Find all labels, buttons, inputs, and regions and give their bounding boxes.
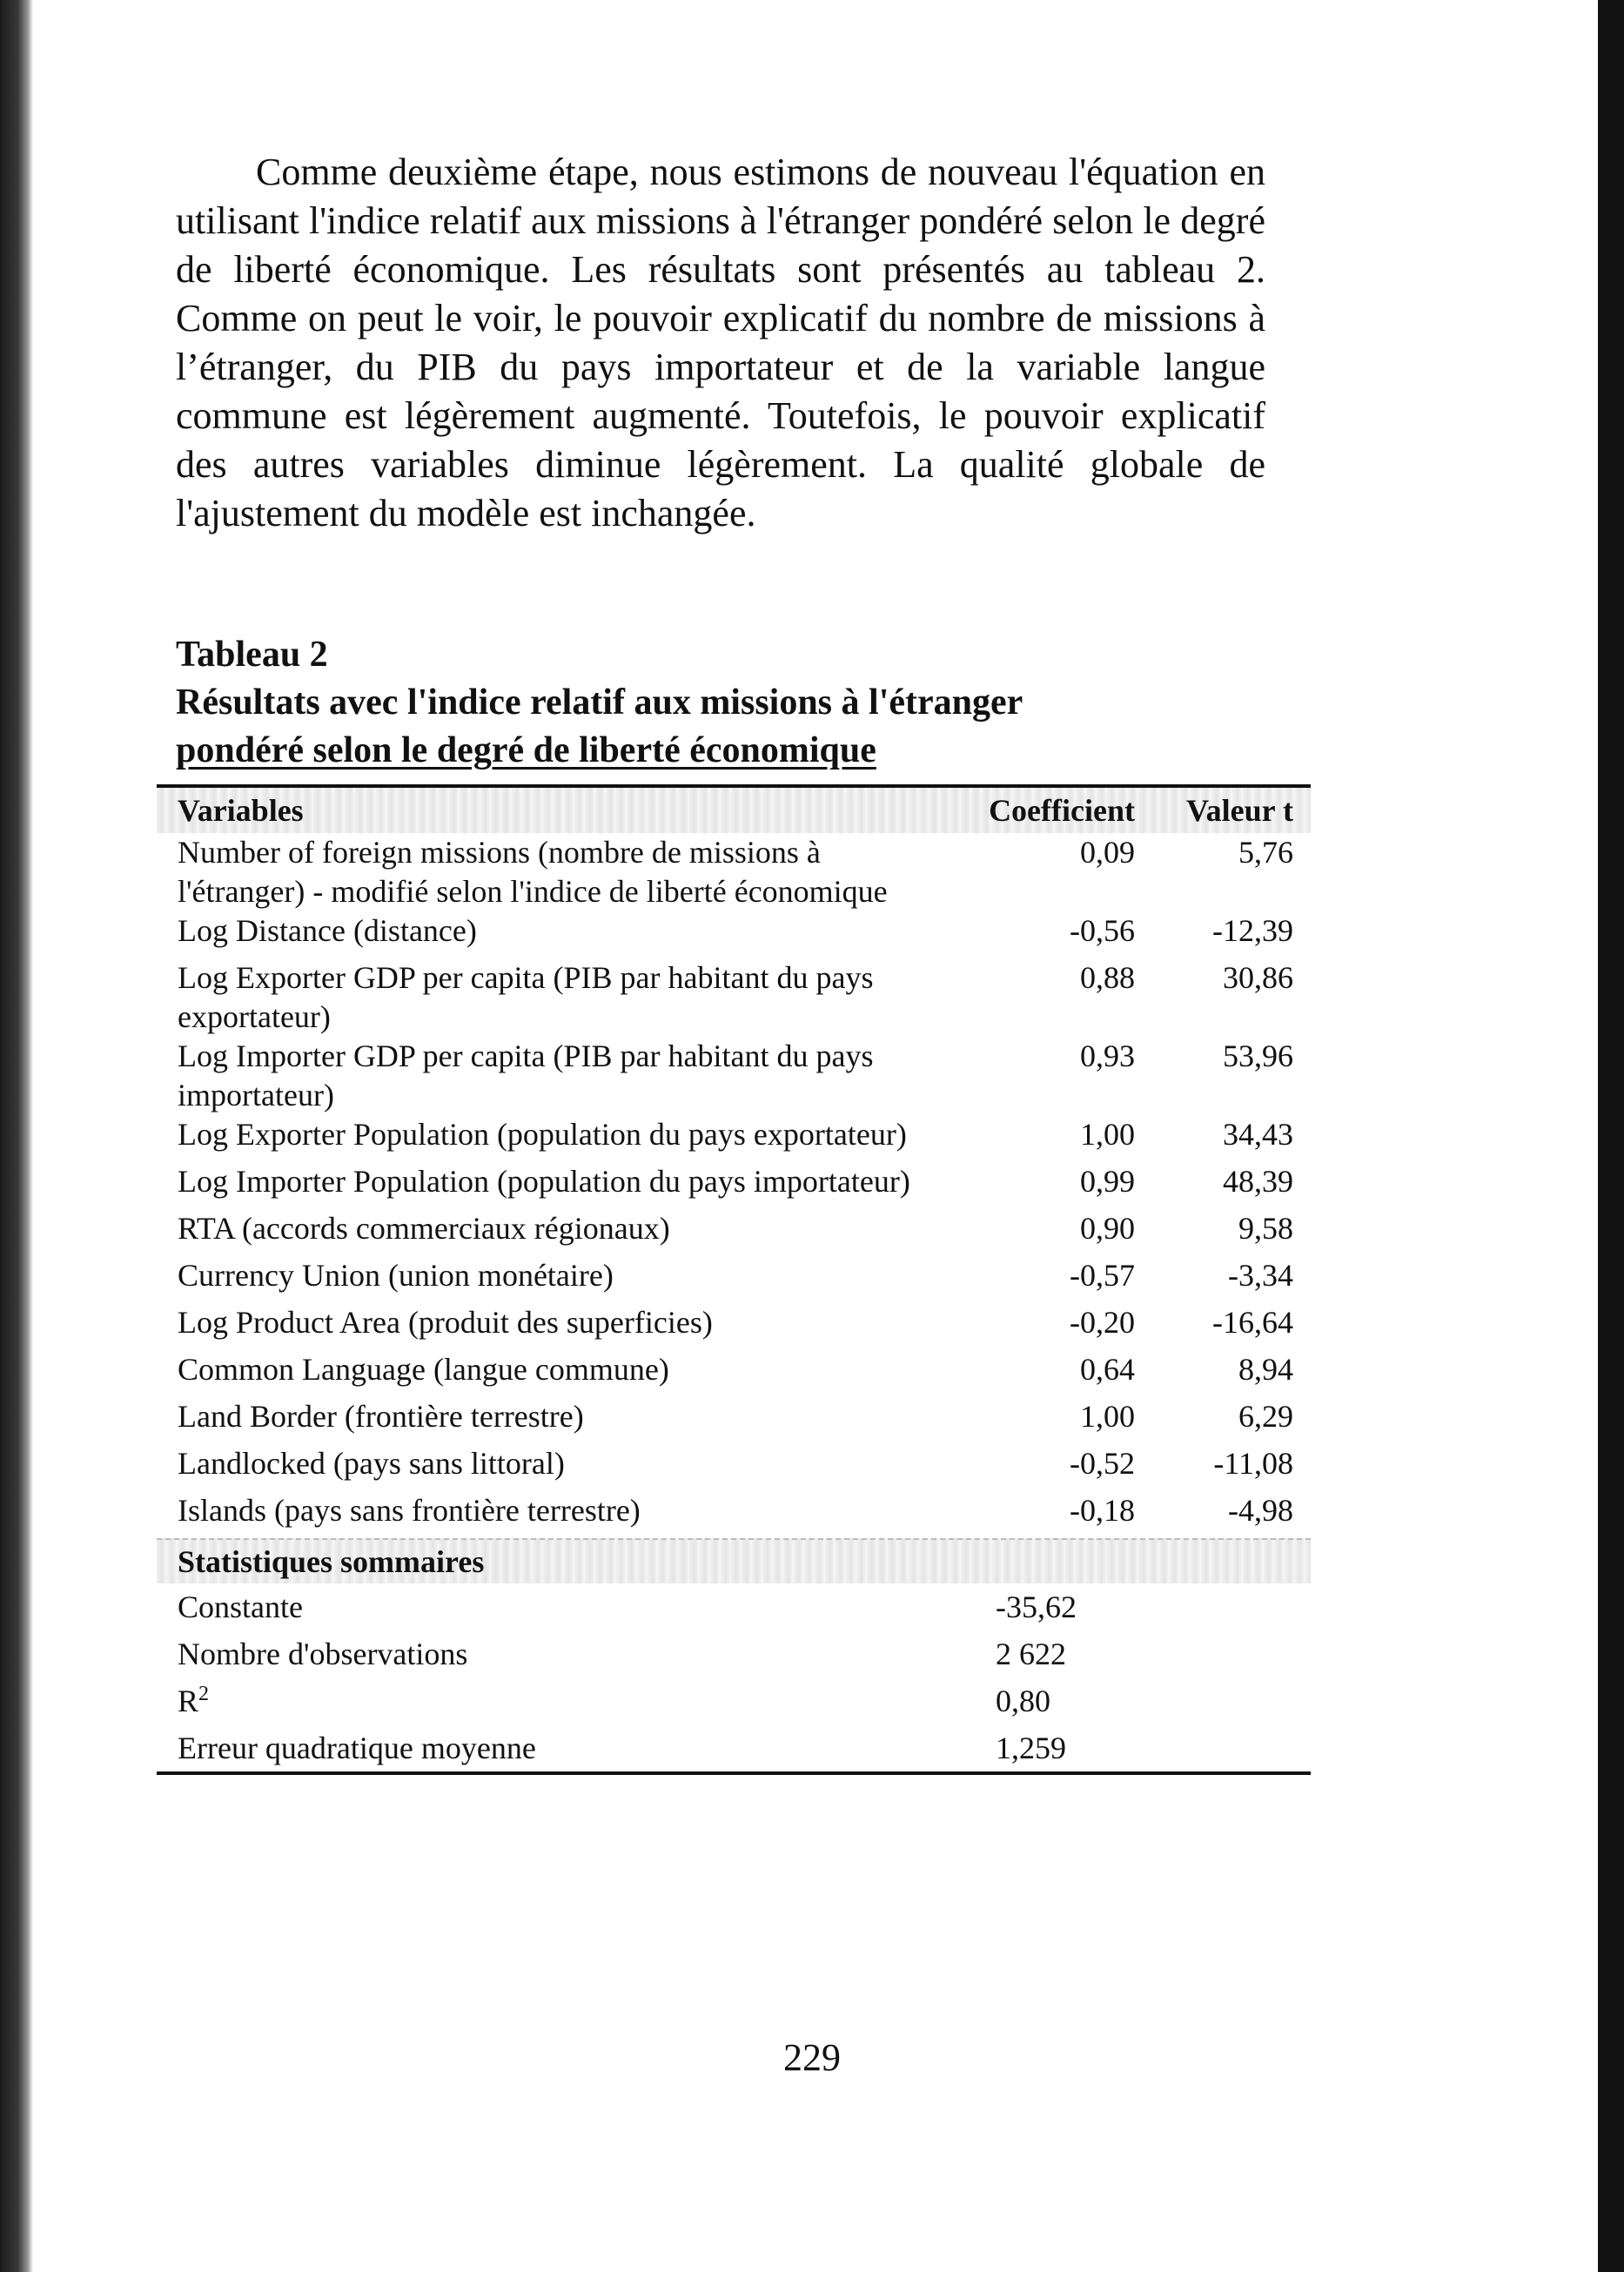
row-variable: Landlocked (pays sans littoral) xyxy=(178,1446,565,1481)
page-number: 229 xyxy=(783,2036,841,2079)
table-row xyxy=(157,1350,1311,1397)
row-t-value: 48,39 xyxy=(1223,1164,1293,1199)
row-t-value: 8,94 xyxy=(1238,1352,1293,1387)
header-coefficient: Coefficient xyxy=(989,793,1135,828)
table-body xyxy=(157,833,1311,1538)
row-coefficient: 0,88 xyxy=(1080,960,1135,995)
row-t-value: 53,96 xyxy=(1223,1039,1293,1073)
summary-label-text: Nombre d'observations xyxy=(178,1637,468,1671)
header-variables: Variables xyxy=(178,793,304,828)
table-row xyxy=(157,833,1311,911)
table-row xyxy=(157,1491,1311,1538)
table-row xyxy=(157,1209,1311,1256)
row-variable: Log Importer Population (population du pays importateur) xyxy=(178,1164,910,1199)
row-variable: Currency Union (union monétaire) xyxy=(178,1258,614,1293)
row-variable: Common Language (langue commune) xyxy=(178,1352,669,1387)
summary-row xyxy=(157,1630,1311,1677)
row-t-value: 9,58 xyxy=(1238,1211,1293,1246)
row-t-value: 34,43 xyxy=(1223,1117,1293,1152)
results-table xyxy=(157,784,1311,1775)
row-coefficient: -0,18 xyxy=(1070,1493,1135,1528)
row-variable: Number of foreign missions (nombre de missions à l'étranger) - modifié selon l'indice de liberté économique xyxy=(178,835,888,909)
row-coefficient: 0,09 xyxy=(1080,835,1135,870)
table-row xyxy=(157,1115,1311,1162)
summary-header-row xyxy=(157,1538,1311,1583)
summary-row xyxy=(157,1677,1311,1724)
summary-value: 1,259 xyxy=(996,1731,1066,1765)
row-t-value: -12,39 xyxy=(1212,913,1293,948)
row-coefficient: 1,00 xyxy=(1080,1399,1135,1434)
table-row xyxy=(157,1397,1311,1444)
table-row xyxy=(157,1162,1311,1209)
summary-body xyxy=(157,1583,1311,1771)
table-row xyxy=(157,1256,1311,1303)
row-coefficient: 0,90 xyxy=(1080,1211,1135,1246)
row-t-value: -16,64 xyxy=(1212,1305,1293,1340)
row-coefficient: -0,52 xyxy=(1070,1446,1135,1481)
row-coefficient: -0,20 xyxy=(1070,1305,1135,1340)
table-title-line2: pondéré selon le degré de liberté économique xyxy=(176,730,876,770)
summary-row xyxy=(157,1724,1311,1771)
row-t-value: 30,86 xyxy=(1223,960,1293,995)
row-variable: Log Importer GDP per capita (PIB par habitant du pays importateur) xyxy=(178,1039,874,1112)
summary-row xyxy=(157,1583,1311,1630)
summary-value: -35,62 xyxy=(996,1590,1077,1624)
row-t-value: -3,34 xyxy=(1228,1258,1293,1293)
summary-label xyxy=(157,1636,935,1672)
table-number: Tableau 2 xyxy=(176,635,328,675)
summary-value: 0,80 xyxy=(996,1684,1050,1718)
scan-right-edge xyxy=(1598,0,1624,2272)
row-variable: Log Product Area (produit des superficies) xyxy=(178,1305,713,1340)
table-header-row xyxy=(157,788,1311,833)
summary-label-text: R xyxy=(178,1684,199,1718)
table-row xyxy=(157,911,1311,958)
row-coefficient: 1,00 xyxy=(1080,1117,1135,1152)
row-coefficient: -0,56 xyxy=(1070,913,1135,948)
intro-paragraph: Comme deuxième étape, nous estimons de nouveau l'équation en utilisant l'indice relatif aux missions à l'étranger pondéré selon le degré de liberté économique. Les résultats sont présentés au tableau 2. Comme on peut le voir, le pouvoir explicatif du nombre de missions à l’étranger, du PIB du pays importateur et de la variable langue commune est légèrement augmenté. Toutefois, le pouvoir explicatif des autres variables diminue légèrement. La qualité globale de l'ajustement du modèle est inchangée. xyxy=(176,151,1265,534)
row-variable: Islands (pays sans frontière terrestre) xyxy=(178,1493,641,1528)
summary-label xyxy=(157,1683,935,1719)
table-row xyxy=(157,1037,1311,1115)
summary-heading: Statistiques sommaires xyxy=(178,1544,485,1579)
row-coefficient: 0,99 xyxy=(1080,1164,1135,1199)
row-coefficient: 0,64 xyxy=(1080,1352,1135,1387)
row-t-value: -4,98 xyxy=(1228,1493,1293,1528)
summary-label-text: Constante xyxy=(178,1590,303,1624)
row-coefficient: 0,93 xyxy=(1080,1039,1135,1073)
table-row xyxy=(157,1303,1311,1350)
table-row xyxy=(157,1444,1311,1491)
table-title-line1: Résultats avec l'indice relatif aux missions à l'étranger xyxy=(176,682,1023,723)
row-t-value: -11,08 xyxy=(1213,1446,1293,1481)
summary-label-text: Erreur quadratique moyenne xyxy=(178,1731,536,1765)
row-coefficient: -0,57 xyxy=(1070,1258,1135,1293)
table-heading xyxy=(176,631,1307,775)
summary-label-superscript: 2 xyxy=(198,1683,210,1705)
scan-left-edge xyxy=(0,0,33,2272)
header-t-value: Valeur t xyxy=(1185,793,1293,828)
summary-label xyxy=(157,1730,935,1766)
row-variable: Log Distance (distance) xyxy=(178,913,477,948)
summary-value: 2 622 xyxy=(996,1637,1066,1671)
table-row xyxy=(157,958,1311,1037)
summary-label xyxy=(157,1589,935,1625)
row-t-value: 6,29 xyxy=(1238,1399,1293,1434)
row-variable: Land Border (frontière terrestre) xyxy=(178,1399,584,1434)
row-variable: Log Exporter Population (population du pays exportateur) xyxy=(178,1117,907,1152)
row-variable: Log Exporter GDP per capita (PIB par habitant du pays exportateur) xyxy=(178,960,874,1034)
row-variable: RTA (accords commerciaux régionaux) xyxy=(178,1211,670,1246)
row-t-value: 5,76 xyxy=(1238,835,1293,870)
